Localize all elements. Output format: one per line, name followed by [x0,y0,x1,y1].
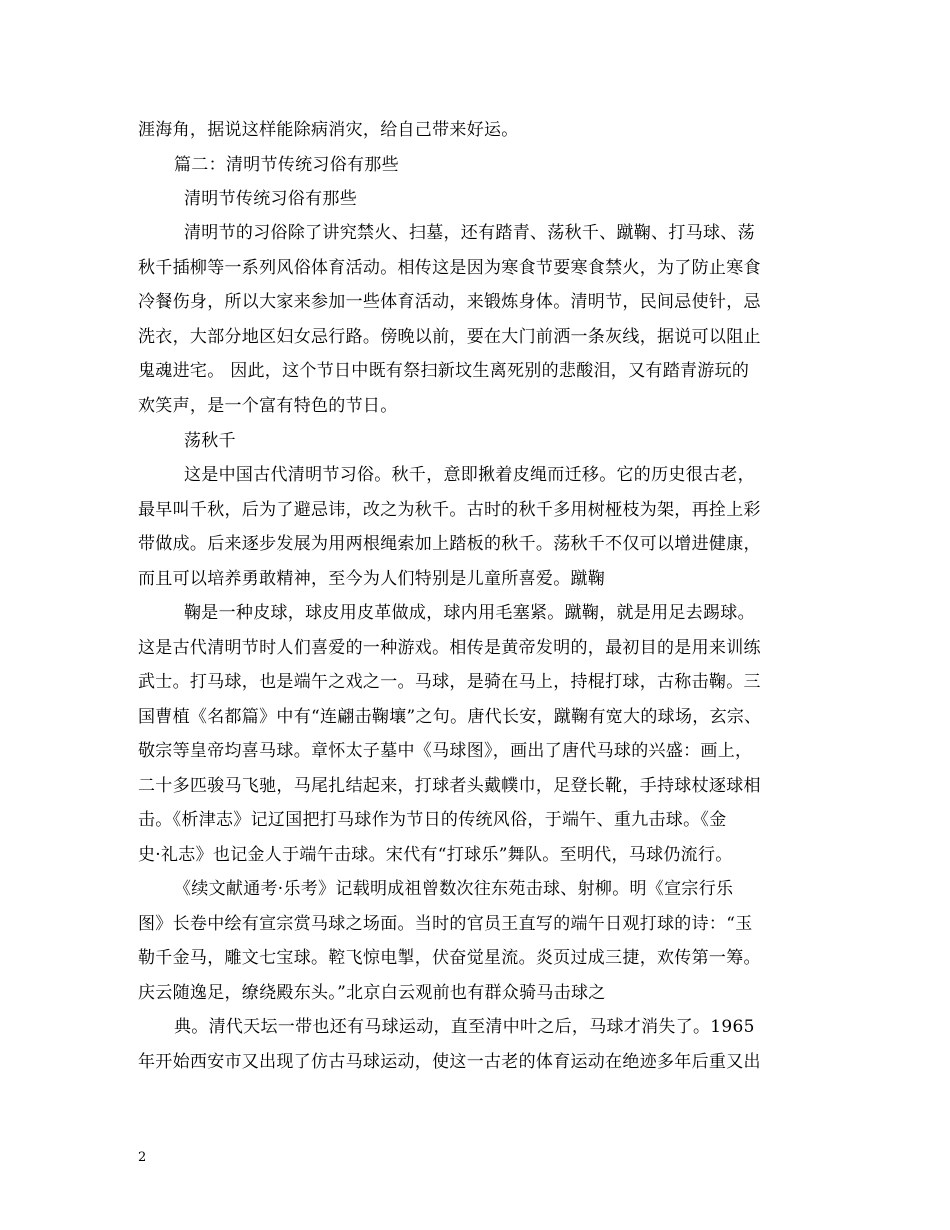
text-line: 敬宗等皇帝均喜马球。章怀太子墓中《马球图》，画出了唐代马球的兴盛：画上， [138,741,753,761]
text-line: 典。清代天坛一带也还有马球运动，直至清中叶之后，马球才消失了。1965 [174,1017,755,1037]
text-line: 国曹植《名都篇》中有“连翩击鞠壤”之句。唐代长安，蹴鞠有宽大的球场，玄宗、 [138,707,762,727]
text-line: 欢笑声，是一个富有特色的节日。 [138,396,398,416]
subheading: 荡秋千 [184,431,236,451]
text-line: 武士。打马球，也是端午之戏之一。马球，是骑在马上，持棍打球，古称击鞠。三 [138,672,761,692]
text-line: 勒千金马，雕文七宝球。鞚飞惊电掣，伏奋觉星流。炎页过成三捷，欢传第一筹。 [138,948,761,968]
text-line: 冷餐伤身，所以大家来参加一些体育活动，来锻炼身体。清明节，民间忌使针，忌 [138,292,761,312]
section-title: 篇二：清明节传统习俗有那些 [174,155,399,175]
text-line: 年开始西安市又出现了仿古马球运动，使这一古老的体育运动在绝迹多年后重又出 [138,1052,761,1072]
text-line: 清明节的习俗除了讲究禁火、扫墓，还有踏青、荡秋千、蹴鞠、打马球、荡 [184,223,755,243]
text-line: 《续文献通考·乐考》记载明成祖曾数次往东苑击球、射柳。明《宣宗行乐 [174,879,734,899]
text-line: 带做成。后来逐步发展为用两根绳索加上踏板的秋千。荡秋千不仅可以增进健康， [138,534,761,554]
text-line: 这是古代清明节时人们喜爱的一种游戏。相传是黄帝发明的，最初目的是用来训练 [138,638,761,658]
text-line: 最早叫千秋，后为了避忌讳，改之为秋千。古时的秋千多用树桠枝为架，再拴上彩 [138,500,761,520]
text-line: 图》长卷中绘有宣宗赏马球之场面。当时的官员王直写的端午日观打球的诗：“玉 [138,914,753,934]
text-line: 鞠是一种皮球，球皮用皮革做成，球内用毛塞紧。蹴鞠，就是用足去踢球。 [184,603,755,623]
text-line: 涯海角，据说这样能除病消灾，给自己带来好运。 [138,120,519,140]
text-line: 而且可以培养勇敢精神，至今为人们特别是儿童所喜爱。蹴鞠 [138,569,606,589]
text-line: 秋千插柳等一系列风俗体育活动。相传这是因为寒食节要寒食禁火，为了防止寒食 [138,258,761,278]
page-number: 2 [138,1150,147,1165]
text-line: 史·礼志》也记金人于端午击球。宋代有“打球乐”舞队。至明代，马球仍流行。 [138,845,733,865]
text-line: 二十多匹骏马飞驰，马尾扎结起来，打球者头戴幞巾，足登长靴，手持球杖逐球相 [138,776,761,796]
text-line: 击。《析津志》记辽国把打马球作为节日的传统风俗，于端午、重九击球。《金 [138,810,727,830]
text-line: 这是中国古代清明节习俗。秋千，意即揪着皮绳而迁移。它的历史很古老， [184,465,755,485]
heading: 清明节传统习俗有那些 [184,189,357,209]
text-line: 洗衣，大部分地区妇女忌行路。傍晚以前，要在大门前洒一条灰线，据说可以阻止 [138,327,761,347]
text-line: 庆云随逸足，缭绕殿东头。”北京白云观前也有群众骑马击球之 [138,983,606,1003]
text-line: 鬼魂进宅。 因此，这个节日中既有祭扫新坟生离死别的悲酸泪，又有踏青游玩的 [138,361,750,381]
